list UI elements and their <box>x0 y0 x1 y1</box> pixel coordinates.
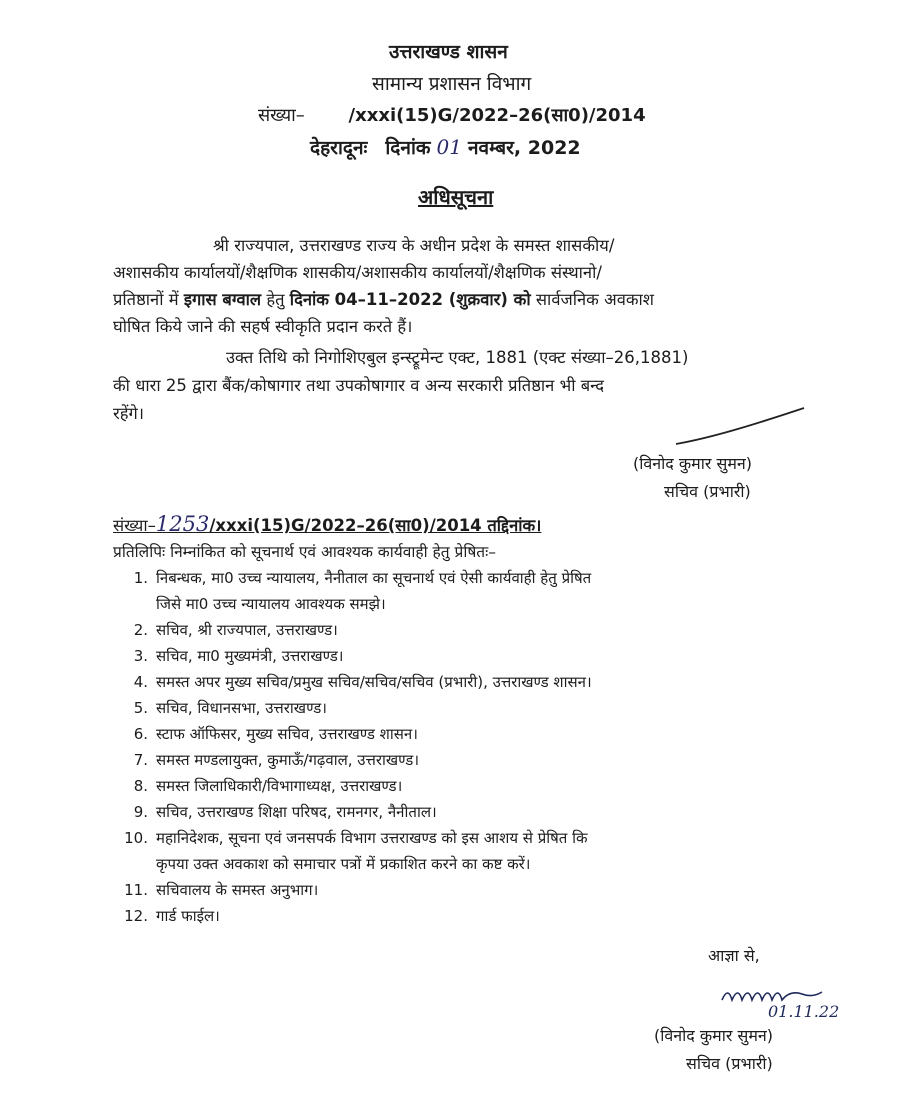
list-item-3: 3. सचिव, मा0 मुख्यमंत्री, उत्तराखण्ड। <box>133 647 344 665</box>
para1-text-a: प्रतिष्ठानों में <box>113 290 179 309</box>
para1-line-2: अशासकीय कार्यालयों/शैक्षणिक शासकीय/अशासकीय कार्यालयों/शैक्षणिक संस्थानो/ <box>113 263 602 282</box>
date-handwritten: 01 <box>436 135 462 159</box>
signature-stroke-1 <box>670 402 810 452</box>
header-number <box>258 103 646 127</box>
order-label: आज्ञा से, <box>708 946 760 965</box>
list-item-4: 4. समस्त अपर मुख्य सचिव/प्रमुख सचिव/सचिव/सचिव (प्रभारी), उत्तराखण्ड शासन। <box>133 673 592 691</box>
para1-line-4: घोषित किये जाने की सहर्ष स्वीकृति प्रदान करते हैं। <box>113 317 413 336</box>
para2-line-3: रहेंगे। <box>113 404 145 423</box>
date-rest: नवम्बर, 2022 <box>468 137 581 159</box>
festival-name: इगास बग्वाल <box>183 290 262 309</box>
list-item-9: 9. सचिव, उत्तराखण्ड शिक्षा परिषद, रामनगर, नैनीताल। <box>133 803 437 821</box>
number-label: संख्या– <box>258 105 305 126</box>
signature1-name: (विनोद कुमार सुमन) <box>633 454 753 473</box>
date-label: दिनांक <box>385 137 431 159</box>
list-item-6: 6. स्टाफ ऑफिसर, मुख्य सचिव, उत्तराखण्ड शासन। <box>133 725 418 743</box>
copy-number-rest: /xxxi(15)G/2022–26(सा0)/2014 तद्दिनांक। <box>209 516 542 535</box>
list-item-2: 2. सचिव, श्री राज्यपाल, उत्तराखण्ड। <box>133 621 338 639</box>
header-line-2: सामान्य प्रशासन विभाग <box>372 73 532 95</box>
copy-number <box>113 512 541 536</box>
holiday-date: दिनांक 04–11–2022 (शुक्रवार) को <box>289 290 531 309</box>
header-line-1: उत्तराखण्ड शासन <box>389 41 508 63</box>
signature2-designation: सचिव (प्रभारी) <box>686 1054 773 1073</box>
list-item-10-cont: कृपया उक्त अवकाश को समाचार पत्रों में प्रकाशित करने का कष्ट करें। <box>156 855 531 873</box>
para1-line-3 <box>113 286 654 313</box>
list-item-12: 12. गार्ड फाईल। <box>124 907 220 925</box>
number-value: /xxxi(15)G/2022–26(सा0)/2014 <box>348 105 646 126</box>
header-date <box>310 134 581 160</box>
list-item-1-cont: जिसे मा0 उच्च न्यायालय आवश्यक समझे। <box>156 595 386 613</box>
list-item-7: 7. समस्त मण्डलायुक्त, कुमाऊँ/गढ़वाल, उत्तराखण्ड। <box>133 751 420 769</box>
para2-line-2: की धारा 25 द्वारा बैंक/कोषागार तथा उपकोषागार व अन्य सरकारी प्रतिष्ठान भी बन्द <box>113 376 604 395</box>
para1-text-c: हेतु <box>266 290 285 309</box>
list-item-10: 10. महानिदेशक, सूचना एवं जनसपर्क विभाग उत्तराखण्ड को इस आशय से प्रेषित कि <box>124 829 588 847</box>
signature-date: 01.11.22 <box>768 1002 840 1021</box>
page-title: अधिसूचना <box>418 185 494 209</box>
copy-number-handwritten: 1253 <box>155 512 210 536</box>
copy-intro: प्रतिलिपिः निम्नांकित को सूचनार्थ एवं आवश्यक कार्यवाही हेतु प्रेषितः– <box>113 543 497 561</box>
para1-line-1: श्री राज्यपाल, उत्तराखण्ड राज्य के अधीन प्रदेश के समस्त शासकीय/ <box>213 236 615 255</box>
copy-number-label: संख्या– <box>113 516 156 535</box>
signature1-designation: सचिव (प्रभारी) <box>664 482 751 501</box>
date-place: देहरादूनः <box>310 137 368 159</box>
list-item-5: 5. सचिव, विधानसभा, उत्तराखण्ड। <box>133 699 327 717</box>
list-item-1: 1. निबन्धक, मा0 उच्च न्यायालय, नैनीताल का सूचनार्थ एवं ऐसी कार्यवाही हेतु प्रेषित <box>133 569 592 587</box>
para1-text-e: सार्वजनिक अवकाश <box>535 290 655 309</box>
list-item-11: 11. सचिवालय के समस्त अनुभाग। <box>124 881 319 899</box>
signature2-name: (विनोद कुमार सुमन) <box>654 1026 774 1045</box>
para2-line-1: उक्त तिथि को निगोशिएबुल इन्स्ट्रूमेन्ट एक्ट, 1881 (एक्ट संख्या–26,1881) <box>226 348 689 367</box>
list-item-8: 8. समस्त जिलाधिकारी/विभागाध्यक्ष, उत्तराखण्ड। <box>133 777 403 795</box>
